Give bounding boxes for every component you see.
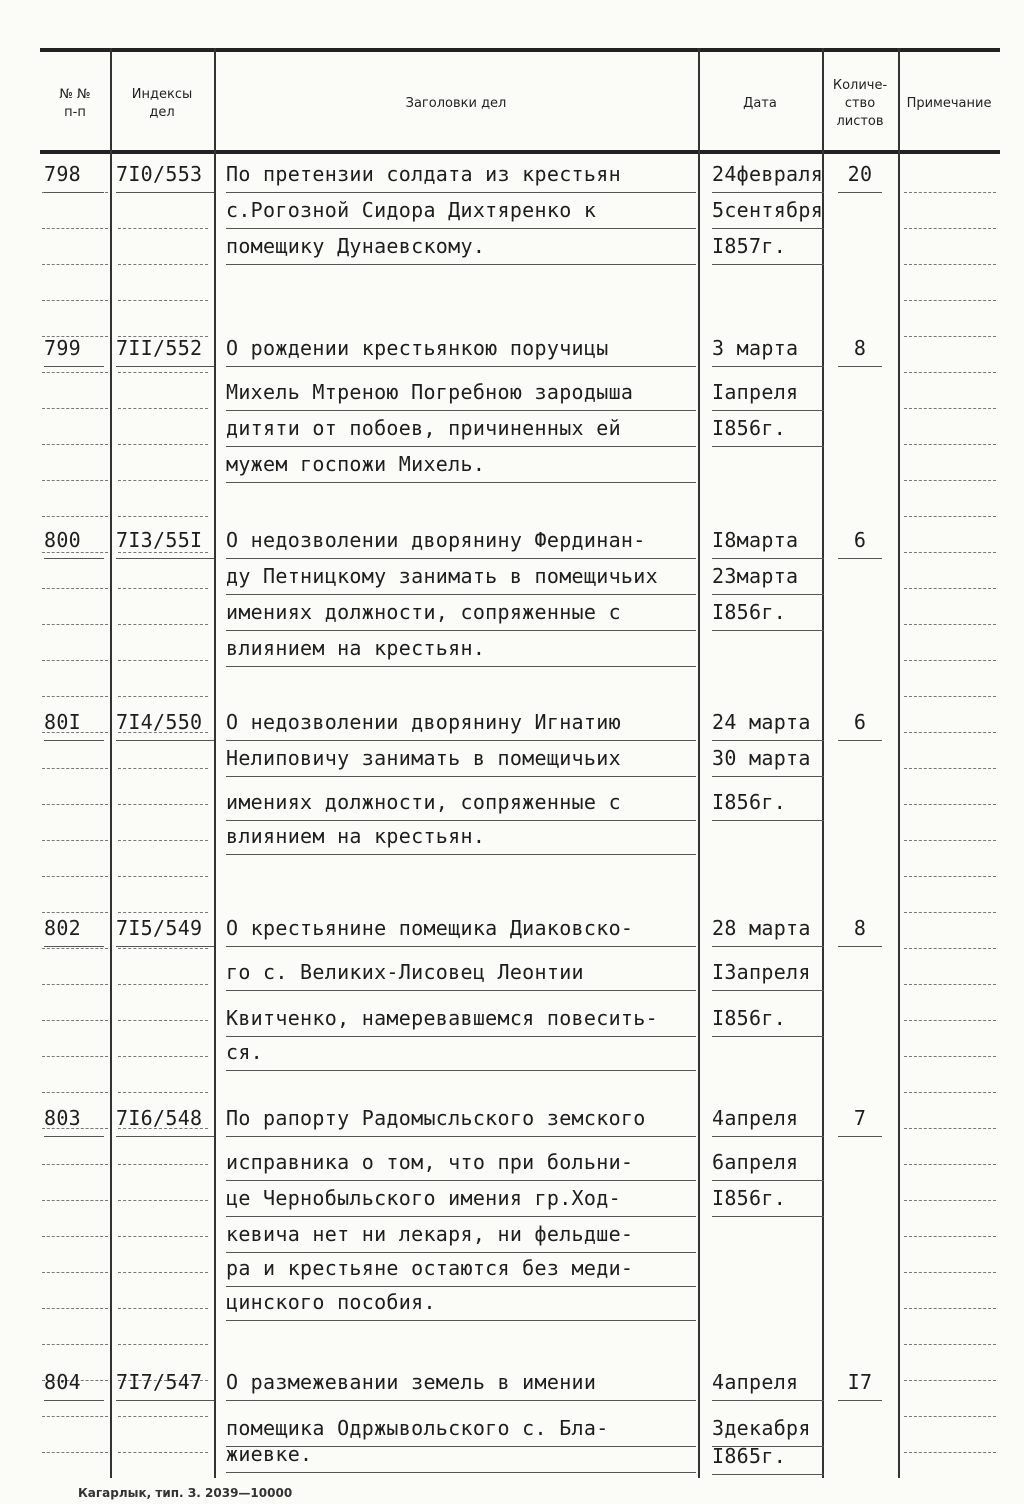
record-sheet-count: 8 — [838, 330, 882, 367]
record-date-end: 3декабря — [712, 1410, 824, 1447]
header-note: Примечание — [906, 96, 992, 111]
ruling-dash — [904, 588, 996, 589]
ruling-dash — [118, 1308, 208, 1309]
ruling-dash — [42, 588, 108, 589]
ruling-dash — [118, 1452, 208, 1453]
ruling-dash — [904, 408, 996, 409]
record-number: 804 — [44, 1364, 104, 1401]
record-sheet-count: 6 — [838, 522, 882, 559]
ruling-dash — [118, 876, 208, 877]
ruling-dash — [118, 768, 208, 769]
record-index: 7I3/55I — [116, 522, 214, 559]
ruling-dash — [904, 1200, 996, 1201]
ruling-dash — [904, 1344, 996, 1345]
header-index: Индексы дел — [131, 87, 193, 120]
ruling-dash — [904, 192, 996, 193]
record-year: I856г. — [712, 1000, 824, 1037]
record-year: I856г. — [712, 1180, 824, 1217]
header-title: Заголовки дел — [405, 96, 507, 111]
record-date-start: 3 марта — [712, 330, 824, 367]
ruling-dash — [904, 1020, 996, 1021]
ruling-dash — [118, 1020, 208, 1021]
ruling-dash — [42, 264, 108, 265]
record-sheet-count: 20 — [838, 156, 882, 193]
ruling-dash — [42, 1452, 108, 1453]
ruling-dash — [118, 1092, 208, 1093]
record-title-line: с.Рогозной Сидора Дихтяренко к — [226, 192, 696, 229]
record-number: 798 — [44, 156, 104, 193]
record-title-line: О крестьянине помещика Диаковско- — [226, 910, 696, 947]
record-title-line: О недозволении дворянину Фердинан- — [226, 522, 696, 559]
ruling-dash — [904, 912, 996, 913]
record-title-line: ра и крестьяне остаются без меди- — [226, 1250, 696, 1287]
ruling-dash — [118, 1200, 208, 1201]
ruling-dash — [904, 264, 996, 265]
ruling-dash — [904, 984, 996, 985]
record-index: 7I5/549 — [116, 910, 214, 947]
record-date-start: 28 марта — [712, 910, 824, 947]
record-title-line: имениях должности, сопряженные с — [226, 594, 696, 631]
ruling-dash — [118, 1344, 208, 1345]
ruling-dash — [118, 372, 208, 373]
ruling-dash — [904, 1416, 996, 1417]
record-title-line: мужем госпожи Михель. — [226, 446, 696, 483]
ruling-dash — [42, 1344, 108, 1345]
ruling-dash — [904, 948, 996, 949]
ruling-dash — [42, 624, 108, 625]
ruling-dash — [42, 660, 108, 661]
ruling-dash — [118, 300, 208, 301]
record-number: 799 — [44, 330, 104, 367]
ruling-dash — [904, 768, 996, 769]
record-date-end: I3апреля — [712, 954, 824, 991]
record-year: I865г. — [712, 1438, 824, 1475]
ruling-dash — [118, 1272, 208, 1273]
ruling-dash — [904, 1236, 996, 1237]
ruling-dash — [42, 840, 108, 841]
record-date-end: 5сентября — [712, 192, 824, 229]
record-date-end: Iапреля — [712, 374, 824, 411]
ruling-dash — [118, 660, 208, 661]
ruling-dash — [118, 444, 208, 445]
record-number: 802 — [44, 910, 104, 947]
ruling-dash — [118, 1164, 208, 1165]
record-title-line: По рапорту Радомысльского земского — [226, 1100, 696, 1137]
record-index: 7I6/548 — [116, 1100, 214, 1137]
ruling-dash — [118, 480, 208, 481]
record-year: I856г. — [712, 784, 824, 821]
record-date-end: 23марта — [712, 558, 824, 595]
ruling-dash — [42, 1200, 108, 1201]
ruling-dash — [42, 444, 108, 445]
ruling-dash — [42, 876, 108, 877]
ruling-dash — [42, 1056, 108, 1057]
header-number: № № п-п — [59, 87, 91, 120]
ruling-dash — [42, 1020, 108, 1021]
ruling-dash — [42, 696, 108, 697]
record-index: 7II/552 — [116, 330, 214, 367]
ruling-dash — [42, 300, 108, 301]
record-sheet-count: 6 — [838, 704, 882, 741]
record-date-end: 30 марта — [712, 740, 824, 777]
record-number: 800 — [44, 522, 104, 559]
ruling-dash — [904, 228, 996, 229]
ruling-dash — [904, 1092, 996, 1093]
record-sheet-count: 8 — [838, 910, 882, 947]
record-title-line: О недозволении дворянину Игнатию — [226, 704, 696, 741]
ruling-dash — [42, 1092, 108, 1093]
ruling-dash — [42, 480, 108, 481]
ruling-dash — [42, 228, 108, 229]
ruling-dash — [42, 1272, 108, 1273]
record-title-line: ду Петницкому занимать в помещичьих — [226, 558, 696, 595]
record-index: 7I0/553 — [116, 156, 214, 193]
ruling-dash — [42, 1416, 108, 1417]
record-title-line: О рождении крестьянкою поручицы — [226, 330, 696, 367]
record-index: 7I7/547 — [116, 1364, 214, 1401]
ruling-dash — [42, 1308, 108, 1309]
ruling-dash — [904, 444, 996, 445]
record-title-line: Квитченко, намеревавшемся повесить- — [226, 1000, 696, 1037]
ruling-dash — [118, 696, 208, 697]
ruling-dash — [904, 1056, 996, 1057]
record-year: I856г. — [712, 410, 824, 447]
record-title-line: помещика Одржывольского с. Бла- — [226, 1410, 696, 1447]
header-sheet-count: Количе- ство листов — [832, 78, 888, 129]
record-title-line: По претензии солдата из крестьян — [226, 156, 696, 193]
record-title-line: влиянием на крестьян. — [226, 818, 696, 855]
ruling-dash — [42, 1164, 108, 1165]
column-divider-index — [110, 48, 112, 1478]
record-title-line: помещику Дунаевскому. — [226, 228, 696, 265]
ruling-dash — [904, 552, 996, 553]
ruling-dash — [42, 1236, 108, 1237]
ruling-dash — [118, 840, 208, 841]
record-number: 803 — [44, 1100, 104, 1137]
header-date: Дата — [743, 96, 777, 111]
ruling-dash — [904, 1380, 996, 1381]
ruling-dash — [42, 768, 108, 769]
ruling-dash — [42, 804, 108, 805]
record-title-line: Михель Мтреною Погребною зародыша — [226, 374, 696, 411]
record-title-line: це Чернобыльского имения гр.Ход- — [226, 1180, 696, 1217]
ruling-dash — [118, 1416, 208, 1417]
ruling-dash — [904, 1308, 996, 1309]
column-divider-note — [898, 48, 900, 1478]
record-title-line: Нелиповичу занимать в помещичьих — [226, 740, 696, 777]
record-title-line: имениях должности, сопряженные с — [226, 784, 696, 821]
ruling-dash — [904, 1164, 996, 1165]
ruling-dash — [118, 228, 208, 229]
ruling-dash — [904, 300, 996, 301]
ruling-dash — [118, 1056, 208, 1057]
ruling-dash — [904, 840, 996, 841]
ruling-dash — [42, 372, 108, 373]
ruling-dash — [118, 516, 208, 517]
record-date-end: 6апреля — [712, 1144, 824, 1181]
record-index: 7I4/550 — [116, 704, 214, 741]
record-sheet-count: I7 — [838, 1364, 882, 1401]
ruling-dash — [904, 660, 996, 661]
ruling-dash — [904, 1272, 996, 1273]
record-number: 80I — [44, 704, 104, 741]
top-rule — [40, 48, 1000, 52]
record-date-start: 4апреля — [712, 1364, 824, 1401]
ruling-dash — [118, 588, 208, 589]
record-sheet-count: 7 — [838, 1100, 882, 1137]
ruling-dash — [904, 336, 996, 337]
ruling-dash — [904, 804, 996, 805]
ruling-dash — [118, 264, 208, 265]
ruling-dash — [42, 516, 108, 517]
ruling-dash — [118, 1236, 208, 1237]
record-date-start: 4апреля — [712, 1100, 824, 1137]
record-title-line: дитяти от побоев, причиненных ей — [226, 410, 696, 447]
record-date-start: 24 марта — [712, 704, 824, 741]
record-year: I856г. — [712, 594, 824, 631]
column-divider-date — [698, 48, 700, 1478]
ruling-dash — [904, 372, 996, 373]
ruling-dash — [118, 624, 208, 625]
record-title-line: цинского пособия. — [226, 1284, 696, 1321]
record-title-line: О размежевании земель в имении — [226, 1364, 696, 1401]
record-title-line: го с. Великих-Лисовец Леонтии — [226, 954, 696, 991]
ruling-dash — [904, 1452, 996, 1453]
record-date-start: 24февраля — [712, 156, 824, 193]
record-title-line: жиевке. — [226, 1436, 696, 1473]
ruling-dash — [42, 408, 108, 409]
ruling-dash — [904, 696, 996, 697]
ruling-dash — [42, 948, 108, 949]
ruling-dash — [904, 1128, 996, 1129]
record-title-line: кевича нет ни лекаря, ни фельдше- — [226, 1216, 696, 1253]
record-title-line: исправника о том, что при больни- — [226, 1144, 696, 1181]
ruling-dash — [42, 984, 108, 985]
ruling-dash — [904, 624, 996, 625]
ruling-dash — [118, 948, 208, 949]
ruling-dash — [904, 876, 996, 877]
ruling-dash — [904, 480, 996, 481]
ruling-dash — [904, 516, 996, 517]
ruling-dash — [118, 408, 208, 409]
ruling-dash — [118, 804, 208, 805]
record-title-line: ся. — [226, 1034, 696, 1071]
record-title-line: влиянием на крестьян. — [226, 630, 696, 667]
printer-imprint: Кагарлык, тип. З. 2039—10000 — [78, 1486, 293, 1500]
column-divider-title — [214, 48, 216, 1478]
record-year: I857г. — [712, 228, 824, 265]
ruling-dash — [904, 732, 996, 733]
ruling-dash — [118, 984, 208, 985]
record-date-start: I8марта — [712, 522, 824, 559]
